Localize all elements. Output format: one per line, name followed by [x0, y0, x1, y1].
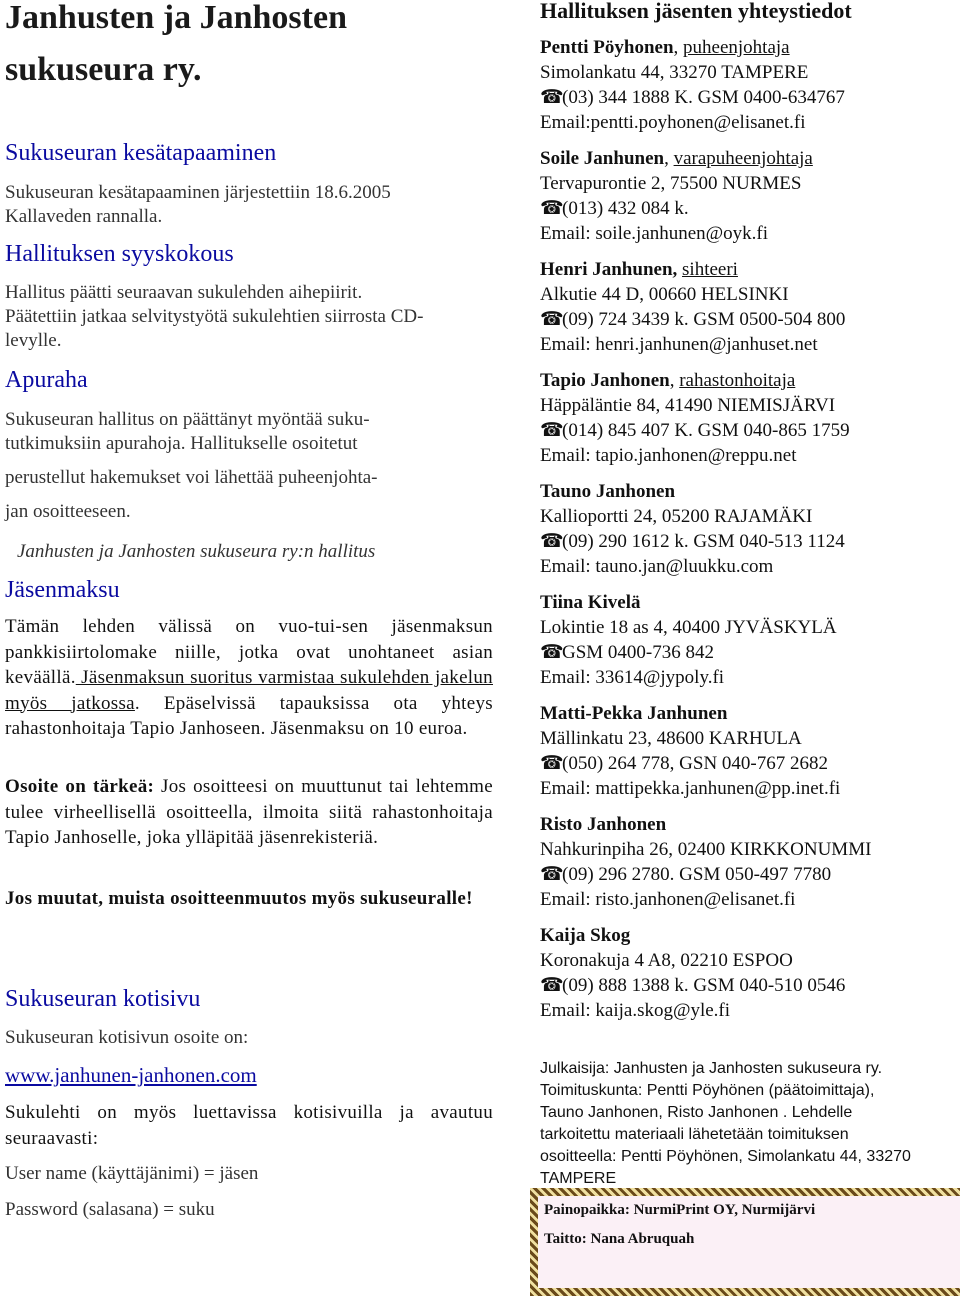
publisher-info: Julkaisija: Janhusten ja Janhosten sukuseura ry. Toimituskunta: Pentti Pöyhönen (päätoimittaja), Tauno Janhonen, Risto Janhonen . Lehdelle tarkoitettu materiaali lähetetään toimituksen osoitteella: Pentti Pöyhönen, Simolankatu 44, 33270 TAMPERE: [540, 1060, 911, 1187]
contact-role: rahastonhoitaja: [679, 370, 796, 391]
contact-phone: (014) 845 407 K. GSM 040-865 1759: [562, 420, 850, 441]
contact-phone-line: [540, 196, 813, 221]
contact-address: Lokintie 18 as 4, 40400 JYVÄSKYLÄ: [540, 617, 837, 638]
contact-phone-line: [540, 85, 845, 110]
address-change-reminder: Jos muutat, muista osoitteenmuutos myös sukuseuralle!: [5, 888, 473, 909]
contact-card: [540, 812, 871, 912]
contact-name: Tiina Kivelä: [540, 592, 641, 613]
contact-email: Email: tapio.janhonen@reppu.net: [540, 445, 797, 466]
contact-address: Nahkurinpiha 26, 02400 KIRKKONUMMI: [540, 839, 872, 860]
board-signature: Janhusten ja Janhosten sukuseura ry:n hallitus: [17, 541, 376, 562]
contact-address: Kallioportti 24, 05200 RAJAMÄKI: [540, 506, 813, 527]
contact-card: [540, 701, 840, 801]
print-location: Painopaikka: NurmiPrint OY, Nurmijärvi: [544, 1202, 816, 1218]
contact-role: varapuheenjohtaja: [673, 148, 813, 169]
contact-email: Email: mattipekka.janhunen@pp.inet.fi: [540, 778, 841, 799]
contact-name-line: [540, 812, 871, 837]
phone-icon: ☎: [540, 420, 564, 441]
contact-phone: (09) 724 3439 k. GSM 0500-504 800: [562, 309, 846, 330]
phone-icon: ☎: [540, 864, 564, 885]
heading-autumn-meeting: Hallituksen syyskokous: [5, 241, 234, 267]
contact-role: sihteeri: [682, 259, 738, 280]
contact-name: Pentti Pöyhonen: [540, 37, 674, 58]
contact-card: [540, 35, 845, 135]
contact-card: [540, 146, 813, 246]
contact-phone: (03) 344 1888 K. GSM 0400-634767: [562, 87, 845, 108]
contact-name-line: [540, 923, 845, 948]
address-important-paragraph: Osoite on tärkeä: Jos osoitteesi on muuttunut tai lehtemme tulee virheellisellä osoitteella, ilmoita siitä rahastonhoitaja Tapio Janhoselle, joka ylläpitää jäsenrekisteriä.: [5, 776, 493, 848]
phone-icon: ☎: [540, 642, 564, 663]
contact-email: Email: risto.janhonen@elisanet.fi: [540, 889, 796, 910]
contact-phone-line: [540, 307, 845, 332]
username-info: User name (käyttäjänimi) = jäsen: [5, 1163, 259, 1184]
phone-icon: ☎: [540, 753, 564, 774]
contact-name: Tauno Janhonen: [540, 481, 676, 502]
contact-phone: (09) 296 2780. GSM 050-497 7780: [562, 864, 832, 885]
contact-name: Kaija Skog: [540, 925, 631, 946]
contact-name: Matti-Pekka Janhunen: [540, 703, 728, 724]
contact-name-line: Tapio Janhonen, rahastonhoitaja: [540, 370, 796, 391]
homepage-access-text: Sukulehti on myös luettavissa kotisivuilla ja avautuu seuraavasti:: [5, 1102, 493, 1149]
contact-address: Koronakuja 4 A8, 02210 ESPOO: [540, 950, 793, 971]
layout-credit: Taitto: Nana Abruquah: [544, 1231, 695, 1247]
contact-name-line: Soile Janhunen, varapuheenjohtaja: [540, 148, 813, 169]
autumn-meeting-text: Hallitus päätti seuraavan sukulehden aihepiirit. Päätettiin jatkaa selvitystyötä sukulehtien siirrosta CD- levylle.: [5, 282, 424, 351]
contact-email: Email: 33614@jypoly.fi: [540, 667, 725, 688]
contact-phone-line: [540, 529, 845, 554]
contact-name: Tapio Janhonen: [540, 370, 670, 391]
contact-name: Risto Janhonen: [540, 814, 667, 835]
contact-phone-line: [540, 862, 871, 887]
contact-name: Soile Janhunen: [540, 148, 665, 169]
contact-email: Email: tauno.jan@luukku.com: [540, 556, 774, 577]
heading-grant: Apuraha: [5, 367, 88, 393]
contact-phone: (013) 432 084 k.: [562, 198, 689, 219]
contact-phone: GSM 0400-736 842: [562, 642, 715, 663]
contact-email: Email: kaija.skog@yle.fi: [540, 1000, 731, 1021]
page-title: Janhusten ja Janhosten sukuseura ry.: [5, 0, 347, 88]
grant-text: Sukuseuran hallitus on päättänyt myöntää suku- tutkimuksiin apurahoja. Hallitukselle osoitetut perustellut hakemukset voi lähettää puheenjohta- jan osoitteeseen.: [5, 409, 378, 522]
contact-phone: (09) 888 1388 k. GSM 040-510 0546: [562, 975, 846, 996]
contact-email: Email:pentti.poyhonen@elisanet.fi: [540, 112, 806, 133]
contact-name-line: [540, 701, 840, 726]
phone-icon: ☎: [540, 531, 564, 552]
contact-address: Tervapurontie 2, 75500 NURMES: [540, 173, 802, 194]
contact-name-line: [540, 479, 845, 504]
contact-card: [540, 257, 845, 357]
contact-card: [540, 590, 837, 690]
heading-summer-meeting: Sukuseuran kesätapaaminen: [5, 140, 277, 166]
membership-fee-paragraph: Tämän lehden välissä on vuo-tui-sen jäsenmaksun pankkisiirtolomake niille, jotka ovat unohtaneet asian keväällä. Jäsenmaksun suoritus varmistaa sukulehden jakelun myös jatkossa. Epäselvissä tapauksissa ota yhteys rahastonhoitaja Tapio Janhoseen. Jäsenmaksu on 10 euroa.: [5, 616, 493, 739]
contact-email: Email: soile.janhunen@oyk.fi: [540, 223, 769, 244]
contact-name-line: Pentti Pöyhonen, puheenjohtaja: [540, 37, 790, 58]
contact-email: Email: henri.janhunen@janhuset.net: [540, 334, 818, 355]
phone-icon: ☎: [540, 975, 564, 996]
contact-card: [540, 368, 850, 468]
homepage-intro: Sukuseuran kotisivun osoite on:: [5, 1027, 249, 1048]
contact-phone-line: [540, 751, 840, 776]
contact-card: [540, 479, 845, 579]
contact-address: Mällinkatu 23, 48600 KARHULA: [540, 728, 802, 749]
contact-address: Alkutie 44 D, 00660 HELSINKI: [540, 284, 789, 305]
contact-address: Simolankatu 44, 33270 TAMPERE: [540, 62, 809, 83]
contact-card: [540, 923, 845, 1023]
contact-phone-line: [540, 973, 845, 998]
heading-homepage: Sukuseuran kotisivu: [5, 986, 201, 1012]
phone-icon: ☎: [540, 87, 564, 108]
contact-name-line: [540, 257, 845, 282]
phone-icon: ☎: [540, 309, 564, 330]
contact-name: Henri Janhunen,: [540, 259, 678, 280]
heading-membership-fee: Jäsenmaksu: [5, 577, 120, 603]
print-info-box: [530, 1188, 960, 1296]
contacts-heading: Hallituksen jäsenten yhteystiedot: [540, 0, 852, 23]
contact-name-line: [540, 590, 837, 615]
contact-phone: (09) 290 1612 k. GSM 040-513 1124: [562, 531, 845, 552]
homepage-link[interactable]: www.janhunen-janhonen.com: [5, 1063, 257, 1087]
contact-phone-line: [540, 418, 850, 443]
summer-meeting-text: Sukuseuran kesätapaaminen järjestettiin 18.6.2005 Kallaveden rannalla.: [5, 182, 391, 227]
phone-icon: ☎: [540, 198, 564, 219]
contact-phone: (050) 264 778, GSN 040-767 2682: [562, 753, 828, 774]
password-info: Password (salasana) = suku: [5, 1199, 215, 1220]
contact-phone-line: [540, 640, 837, 665]
contact-address: Häppäläntie 84, 41490 NIEMISJÄRVI: [540, 395, 836, 416]
contact-role: puheenjohtaja: [683, 37, 790, 58]
